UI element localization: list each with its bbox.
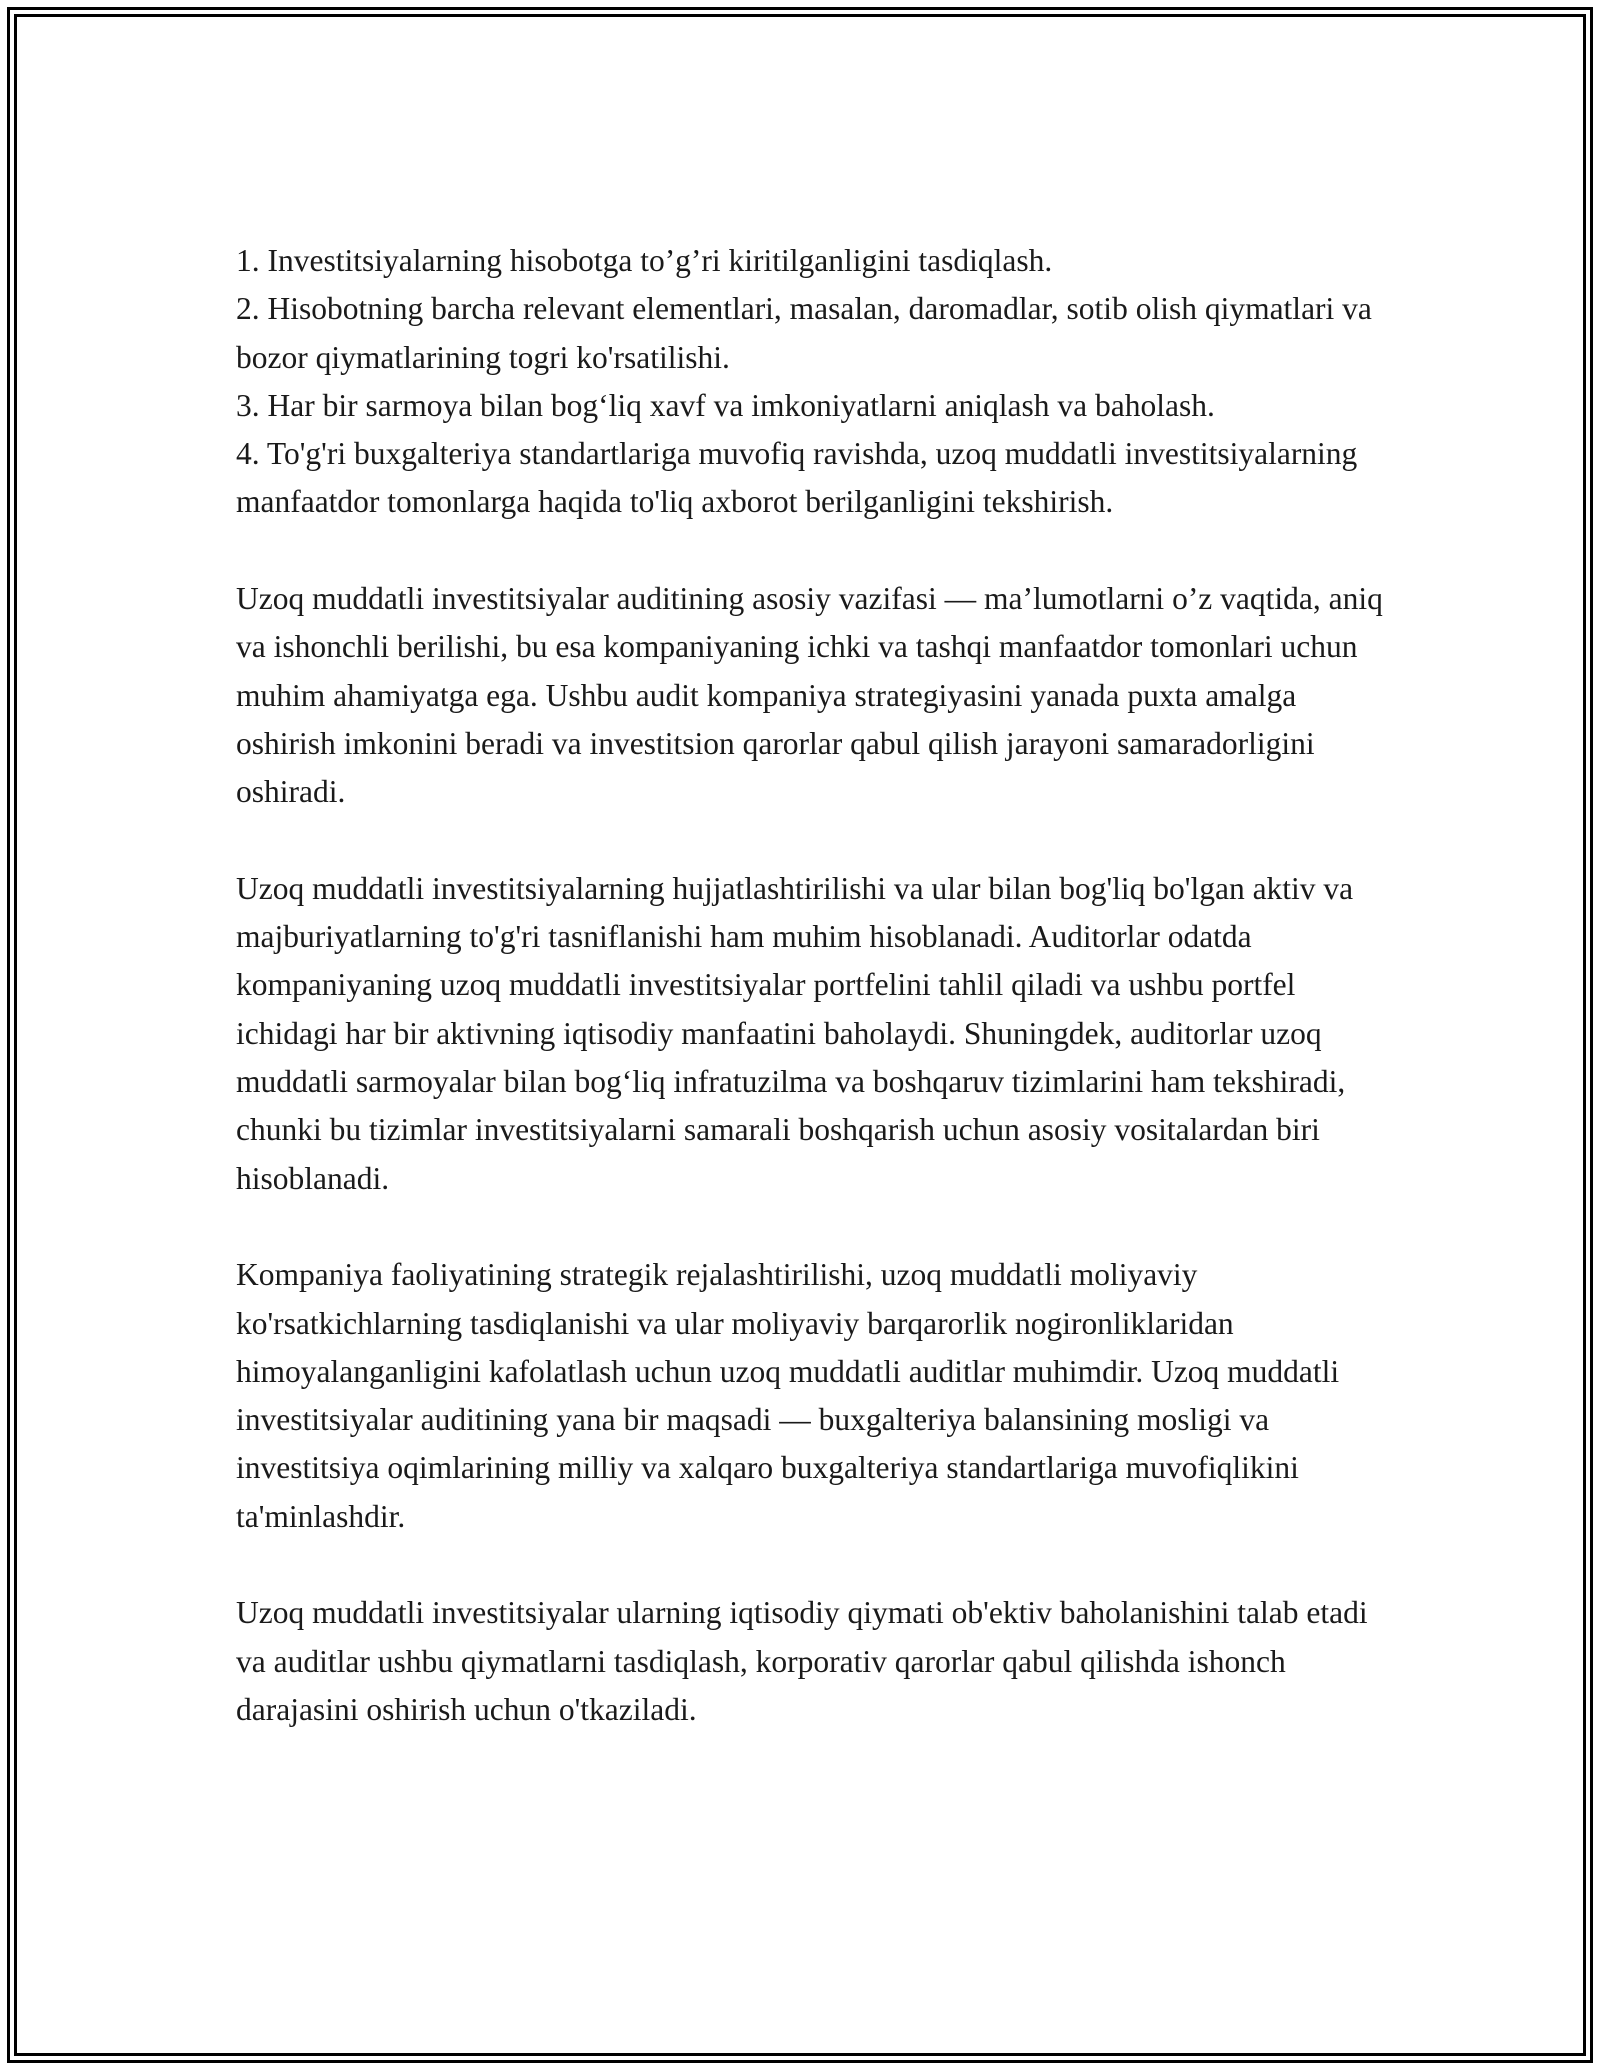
list-item: 4. To'g'ri buxgalteriya standartlariga muvofiq ravishda, uzoq muddatli investitsiyalarning manfaatdor tomonlarga haqida to'liq axborot berilganligini tekshirish. bbox=[236, 436, 1358, 520]
paragraph: Uzoq muddatli investitsiyalar auditining asosiy vazifasi — ma’lumotlarni o’z vaqtida, aniq va ishonchli berilishi, bu esa kompaniyaning ichki va tashqi manfaatdor tomonlari uchun muhim ahamiyatga ega. Ushbu audit kompaniya strategiyasini yanada puxta amalga oshirish imkonini beradi va investitsion qarorlar qabul qilish jarayoni samaradorligini oshiradi. bbox=[236, 581, 1383, 810]
list-item: 1. Investitsiyalarning hisobotga to’g’ri kiritilganligini tasdiqlash. bbox=[236, 243, 1053, 278]
paragraph: Kompaniya faoliyatining strategik rejalashtirilishi, uzoq muddatli moliyaviy ko'rsatkichlarning tasdiqlanishi va ular moliyaviy barqarorlik nogironliklaridan himoyalanganligini kafolatlash uchun uzoq muddatli auditlar muhimdir. Uzoq muddatli investitsiyalar auditining yana bir maqsadi — buxgalteriya balansining mosligi va investitsiya oqimlarining milliy va xalqaro buxgalteriya standartlariga muvofiqlikini ta'minlashdir. bbox=[236, 1257, 1340, 1534]
paragraph: Uzoq muddatli investitsiyalar ularning iqtisodiy qiymati ob'ektiv baholanishini talab etadi va auditlar ushbu qiymatlarni tasdiqlash, korporativ qarorlar qabul qilishda ishonch darajasini oshirish uchun o'tkaziladi. bbox=[236, 1595, 1368, 1727]
paragraph: Uzoq muddatli investitsiyalarning hujjatlashtirilishi va ular bilan bog'liq bo'lgan aktiv va majburiyatlarning to'g'ri tasniflanishi ham muhim hisoblanadi. Auditorlar odatda kompaniyaning uzoq muddatli investitsiyalar portfelini tahlil qiladi va ushbu portfel ichidagi har bir aktivning iqtisodiy manfaatini baholaydi. Shuningdek, auditorlar uzoq muddatli sarmoyalar bilan bog‘liq infratuzilma va boshqaruv tizimlarini ham tekshiradi, chunki bu tizimlar investitsiyalarni samarali boshqarish uchun asosiy vositalardan biri hisoblanadi. bbox=[236, 870, 1354, 1196]
list-item: 2. Hisobotning barcha relevant elementlari, masalan, daromadlar, sotib olish qiymatlari va bozor qiymatlarining togri ko'rsatilishi. bbox=[236, 291, 1372, 375]
list-item: 3. Har bir sarmoya bilan bog‘liq xavf va imkoniyatlarni aniqlash va baholash. bbox=[236, 387, 1215, 423]
audit-goals-list bbox=[236, 237, 1386, 527]
document-body bbox=[236, 237, 1386, 1734]
